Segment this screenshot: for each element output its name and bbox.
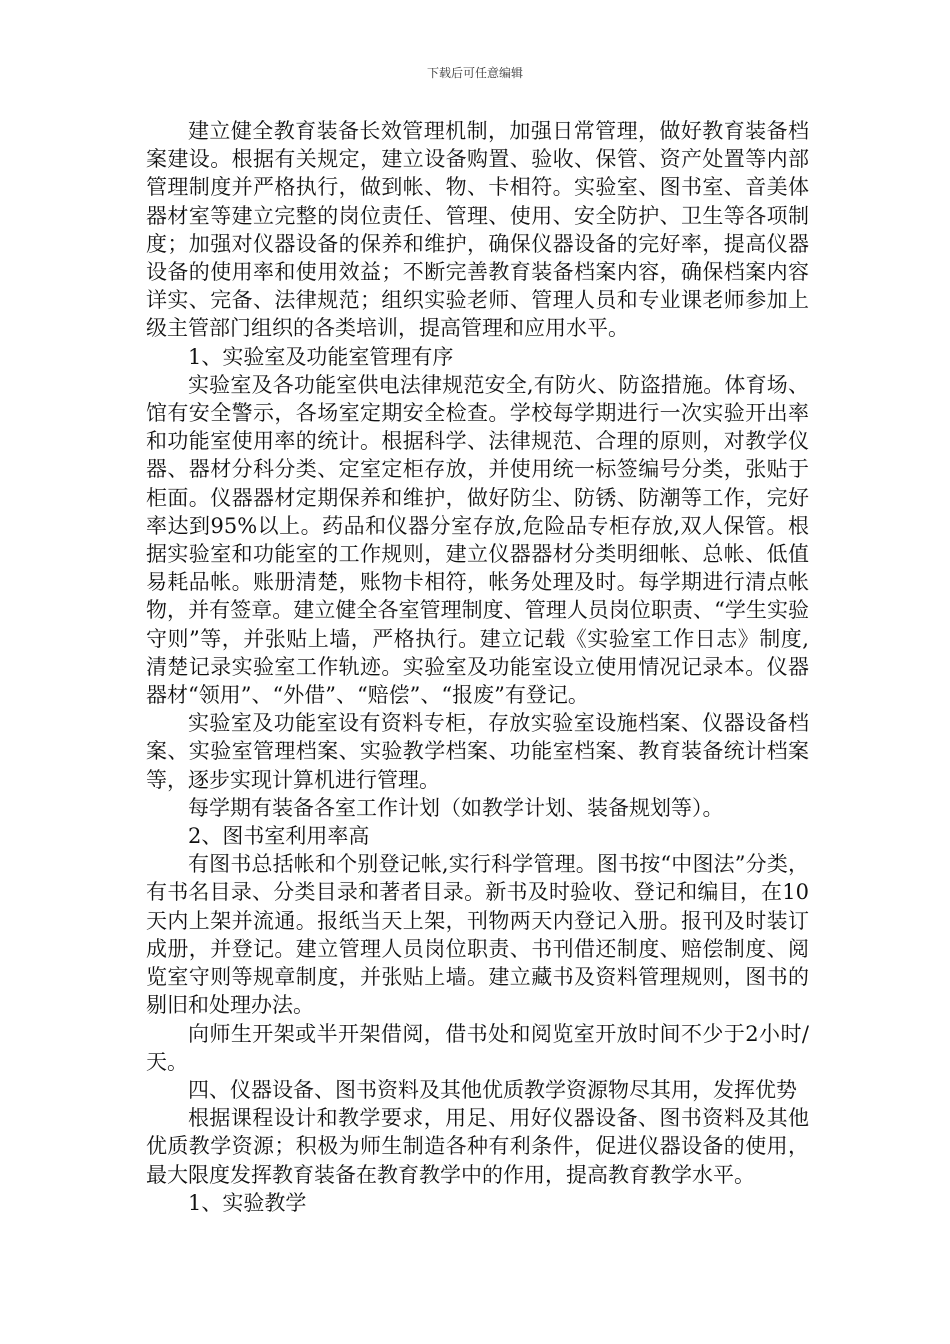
paragraph-library-management: 有图书总括帐和个别登记帐,实行科学管理。图书按“中图法”分类，有书名目录、分类目录和著者目录。新书及时验收、登记和编目，在10天内上架并流通。报纸当天上架，刊物两天内登记入册。报刊及时装订成册，并登记。建立管理人员岗位职责、书刊借还制度、赔偿制度、阅览室守则等规章制度，并张贴上墙。建立藏书及资料管理规则，图书的剔旧和处理办法。 [146, 852, 809, 1018]
paragraph-work-plan: 每学期有装备各室工作计划（如教学计划、装备规划等）。 [188, 795, 724, 820]
paragraph-library-opening: 向师生开架或半开架借阅，借书处和阅览室开放时间不少于2小时/天。 [146, 1021, 809, 1074]
paragraph-lab-archives: 实验室及功能室设有资料专柜，存放实验室设施档案、仪器设备档案、实验室管理档案、实验教学档案、功能室档案、教育装备统计档案等，逐步实现计算机进行管理。 [146, 711, 809, 792]
page-header: 下载后可任意编辑 [426, 66, 523, 80]
paragraph-lab-safety: 实验室及各功能室供电法律规范安全,有防火、防盗措施。体育场、馆有安全警示，各场室定期安全检查。学校每学期进行一次实验开出率和功能室使用率的统计。根据科学、法律规范、合理的原则，对教学仪器、器材分科分类、定室定柜存放，并使用统一标签编号分类，张贴于柜面。仪器器材定期保养和维护，做好防尘、防锈、防潮等工作，完好率达到95%以上。药品和仪器分室存放,危险品专柜存放,双人保管。根据实验室和功能室的工作规则，建立仪器器材分类明细帐、总帐、低值易耗品帐。账册清楚，账物卡相符，帐务处理及时。每学期进行清点帐物，并有签章。建立健全各室管理制度、管理人员岗位职责、“学生实验守则”等，并张贴上墙，严格执行。建立记载《实验室工作日志》制度,清楚记录实验室工作轨迹。实验室及功能室设立使用情况记录本。仪器器材“领用”、“外借”、“赔偿”、“报废”有登记。 [146, 372, 809, 708]
heading-experiment-teaching: 1、实验教学 [188, 1190, 307, 1215]
heading-library-usage: 2、图书室利用率高 [188, 824, 370, 849]
paragraph-resource-usage: 根据课程设计和教学要求，用足、用好仪器设备、图书资料及其他优质教学资源；积极为师生制造各种有利条件，促进仪器设备的使用，最大限度发挥教育装备在教育教学中的作用，提高教育教学水平。 [146, 1106, 809, 1187]
document-body [146, 117, 809, 1217]
heading-lab-management: 1、实验室及功能室管理有序 [188, 344, 454, 369]
heading-resource-usage: 四、仪器设备、图书资料及其他优质教学资源物尽其用，发挥优势 [188, 1077, 797, 1102]
paragraph-management-mechanism: 建立健全教育装备长效管理机制，加强日常管理，做好教育装备档案建设。根据有关规定，建立设备购置、验收、保管、资产处置等内部管理制度并严格执行，做到帐、物、卡相符。实验室、图书室、音美体器材室等建立完整的岗位责任、管理、使用、安全防护、卫生等各项制度；加强对仪器设备的保养和维护，确保仪器设备的完好率，提高仪器设备的使用率和使用效益；不断完善教育装备档案内容，确保档案内容详实、完备、法律规范；组织实验老师、管理人员和专业课老师参加上级主管部门组织的各类培训，提高管理和应用水平。 [146, 119, 809, 341]
